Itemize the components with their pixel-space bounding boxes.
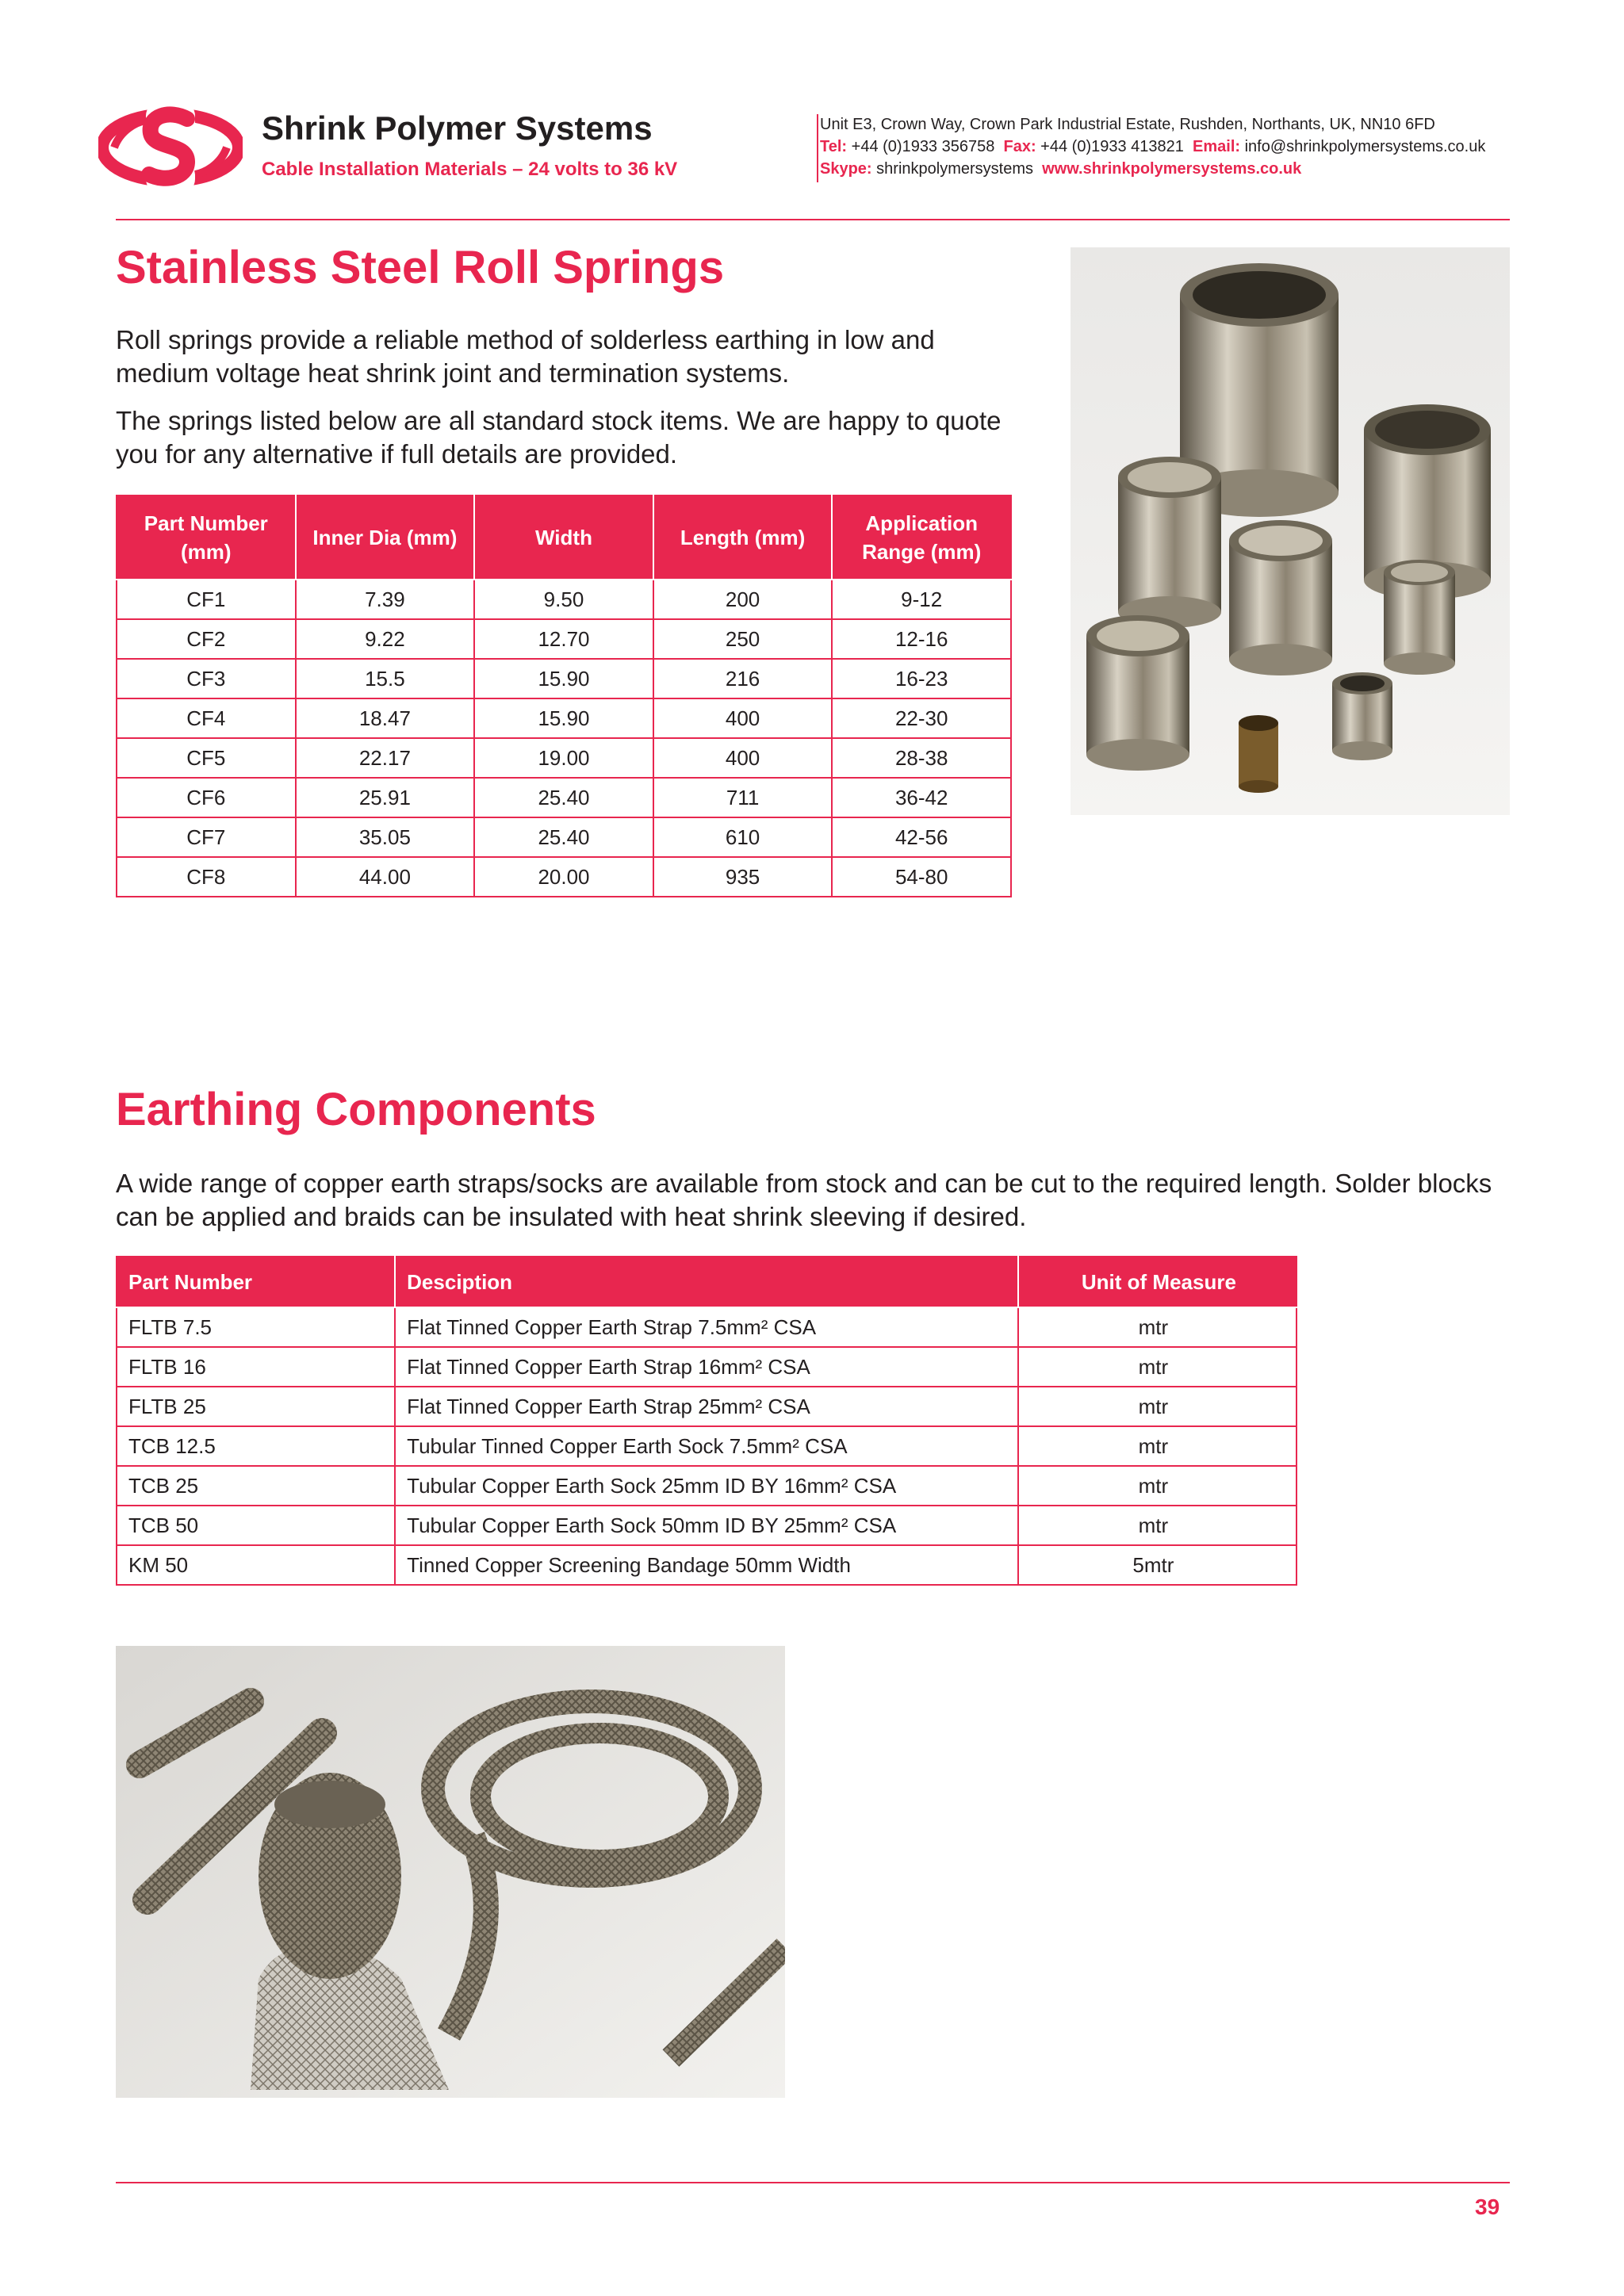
- springs-table: [116, 495, 1012, 897]
- fax-number: +44 (0)1933 413821: [1040, 138, 1184, 155]
- table-cell: Tubular Copper Earth Sock 25mm ID BY 16mm² CSA: [395, 1466, 1018, 1506]
- table-cell: CF6: [117, 778, 296, 817]
- springs-intro: Roll springs provide a reliable method of solderless earthing in low and medium voltage heat shrink joint and termination systems.: [116, 325, 935, 388]
- spring-row: [117, 698, 1011, 738]
- earthing-row: [117, 1387, 1297, 1426]
- table-cell: CF4: [117, 698, 296, 738]
- table-cell: TCB 25: [117, 1466, 395, 1506]
- table-cell: mtr: [1018, 1347, 1297, 1387]
- table-cell: 35.05: [296, 817, 475, 857]
- table-cell: Flat Tinned Copper Earth Strap 7.5mm² CSA: [395, 1307, 1018, 1347]
- table-cell: CF3: [117, 659, 296, 698]
- table-cell: 7.39: [296, 580, 475, 619]
- company-logo: [98, 98, 243, 197]
- earthing-row: [117, 1545, 1297, 1585]
- table-cell: CF1: [117, 580, 296, 619]
- table-cell: Tubular Copper Earth Sock 50mm ID BY 25mm² CSA: [395, 1506, 1018, 1545]
- spring-row: [117, 619, 1011, 659]
- skype-id: shrinkpolymersystems: [876, 160, 1033, 178]
- table-cell: 15.90: [474, 698, 653, 738]
- address-line: [820, 116, 1435, 134]
- email-link[interactable]: info@shrinkpolymersystems.co.uk: [1244, 138, 1486, 155]
- table-cell: 16-23: [832, 659, 1011, 698]
- spring-row: [117, 778, 1011, 817]
- spring-row: [117, 738, 1011, 778]
- table-cell: 22-30: [832, 698, 1011, 738]
- table-cell: FLTB 16: [117, 1347, 395, 1387]
- email-label: Email:: [1193, 138, 1241, 155]
- col-header: Part Number: [117, 1257, 395, 1307]
- spring-row: [117, 857, 1011, 897]
- phone-line: [820, 138, 1485, 156]
- address-text: Unit E3, Crown Way, Crown Park Industrial Estate, Rushden, Northants, UK, NN10 6FD: [820, 116, 1435, 133]
- table-cell: 15.90: [474, 659, 653, 698]
- tel-label: Tel:: [820, 138, 848, 155]
- table-cell: 9.50: [474, 580, 653, 619]
- table-cell: 25.40: [474, 817, 653, 857]
- table-cell: 25.40: [474, 778, 653, 817]
- table-cell: CF5: [117, 738, 296, 778]
- table-cell: 610: [653, 817, 833, 857]
- table-cell: TCB 50: [117, 1506, 395, 1545]
- table-cell: 216: [653, 659, 833, 698]
- footer-rule: [116, 2182, 1510, 2183]
- table-cell: 42-56: [832, 817, 1011, 857]
- table-cell: 12.70: [474, 619, 653, 659]
- earthing-header-row: [117, 1257, 1297, 1307]
- table-cell: Flat Tinned Copper Earth Strap 25mm² CSA: [395, 1387, 1018, 1426]
- table-cell: 22.17: [296, 738, 475, 778]
- table-cell: 250: [653, 619, 833, 659]
- earthing-row: [117, 1426, 1297, 1466]
- table-cell: Tubular Tinned Copper Earth Sock 7.5mm² CSA: [395, 1426, 1018, 1466]
- company-name: Shrink Polymer Systems: [262, 109, 653, 147]
- table-cell: 12-16: [832, 619, 1011, 659]
- table-cell: 400: [653, 698, 833, 738]
- table-cell: Flat Tinned Copper Earth Strap 16mm² CSA: [395, 1347, 1018, 1387]
- table-cell: 9.22: [296, 619, 475, 659]
- page-number: 39: [1475, 2195, 1500, 2219]
- springs-stock-note: The springs listed below are all standard stock items. We are happy to quote you for any alternative if full details are provided.: [116, 406, 1002, 469]
- skype-label: Skype:: [820, 160, 872, 178]
- table-cell: 200: [653, 580, 833, 619]
- roll-springs-photo: [1071, 247, 1510, 815]
- earthing-row: [117, 1506, 1297, 1545]
- table-cell: 400: [653, 738, 833, 778]
- col-header: Part Number (mm): [117, 496, 296, 580]
- col-header: Width: [474, 496, 653, 580]
- table-cell: Tinned Copper Screening Bandage 50mm Width: [395, 1545, 1018, 1585]
- table-cell: 20.00: [474, 857, 653, 897]
- table-cell: FLTB 7.5: [117, 1307, 395, 1347]
- earthing-row: [117, 1466, 1297, 1506]
- table-cell: mtr: [1018, 1387, 1297, 1426]
- table-cell: FLTB 25: [117, 1387, 395, 1426]
- springs-header-row: [117, 496, 1011, 580]
- web-line: [820, 160, 1301, 178]
- earthing-intro: A wide range of copper earth straps/socks are available from stock and can be cut to the required length. Solder blocks can be applied and braids can be insulated with heat shrink sleeving if desired.: [116, 1169, 1492, 1231]
- table-cell: 18.47: [296, 698, 475, 738]
- earthing-row: [117, 1347, 1297, 1387]
- table-cell: CF8: [117, 857, 296, 897]
- col-header: Inner Dia (mm): [296, 496, 475, 580]
- col-header: Desciption: [395, 1257, 1018, 1307]
- spring-row: [117, 817, 1011, 857]
- table-cell: CF2: [117, 619, 296, 659]
- header-divider: [817, 114, 818, 182]
- springs-title: Stainless Steel Roll Springs: [116, 242, 725, 293]
- website-link[interactable]: www.shrinkpolymersystems.co.uk: [1042, 160, 1302, 178]
- table-cell: 935: [653, 857, 833, 897]
- earthing-row: [117, 1307, 1297, 1347]
- table-cell: 44.00: [296, 857, 475, 897]
- table-cell: 15.5: [296, 659, 475, 698]
- company-tagline: Cable Installation Materials – 24 volts to 36 kV: [262, 159, 678, 180]
- table-cell: 5mtr: [1018, 1545, 1297, 1585]
- fax-label: Fax:: [1003, 138, 1036, 155]
- table-cell: 28-38: [832, 738, 1011, 778]
- table-cell: TCB 12.5: [117, 1426, 395, 1466]
- table-cell: 711: [653, 778, 833, 817]
- spring-row: [117, 580, 1011, 619]
- table-cell: mtr: [1018, 1426, 1297, 1466]
- copper-braid-photo: [116, 1646, 785, 2098]
- table-cell: 36-42: [832, 778, 1011, 817]
- tel-number: +44 (0)1933 356758: [851, 138, 995, 155]
- table-cell: 19.00: [474, 738, 653, 778]
- earthing-table: [116, 1256, 1297, 1586]
- col-header: Unit of Measure: [1018, 1257, 1297, 1307]
- header-rule: [116, 219, 1510, 220]
- table-cell: mtr: [1018, 1506, 1297, 1545]
- table-cell: mtr: [1018, 1307, 1297, 1347]
- col-header: Application Range (mm): [832, 496, 1011, 580]
- table-cell: CF7: [117, 817, 296, 857]
- table-cell: mtr: [1018, 1466, 1297, 1506]
- table-cell: 25.91: [296, 778, 475, 817]
- spring-row: [117, 659, 1011, 698]
- table-cell: KM 50: [117, 1545, 395, 1585]
- col-header: Length (mm): [653, 496, 833, 580]
- table-cell: 9-12: [832, 580, 1011, 619]
- earthing-title: Earthing Components: [116, 1084, 596, 1135]
- table-cell: 54-80: [832, 857, 1011, 897]
